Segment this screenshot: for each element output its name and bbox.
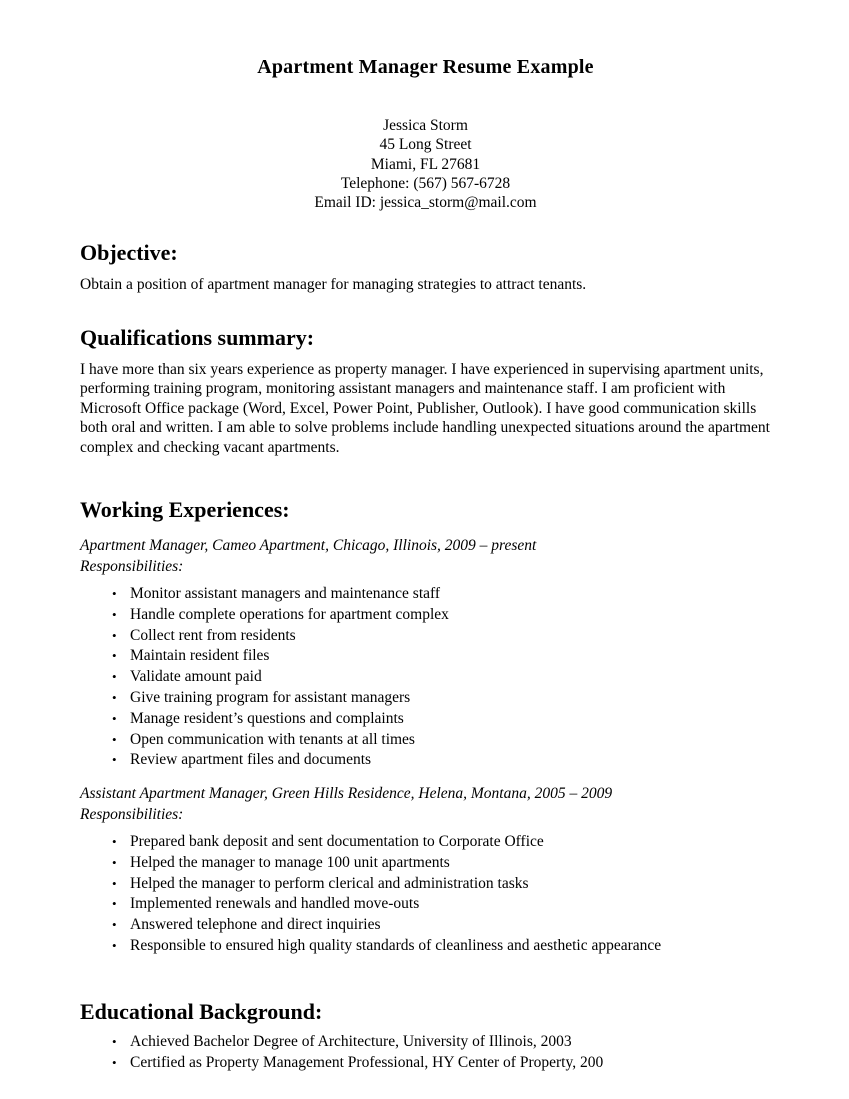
list-item: • Manage resident’s questions and complaints	[112, 709, 771, 730]
list-item: • Open communication with tenants at all times	[112, 730, 771, 751]
contact-telephone: Telephone: (567) 567-6728	[340, 174, 511, 192]
list-item: • Responsible to ensured high quality standards of cleanliness and aesthetic appearance	[112, 936, 771, 957]
job-title-line: Assistant Apartment Manager, Green Hills Residence, Helena, Montana, 2005 – 2009	[80, 785, 613, 803]
list-item: • Review apartment files and documents	[112, 750, 771, 771]
list-item: • Give training program for assistant managers	[112, 688, 771, 709]
list-item: • Collect rent from residents	[112, 626, 771, 647]
job-title-line: Apartment Manager, Cameo Apartment, Chicago, Illinois, 2009 – present	[80, 536, 537, 554]
list-item: • Handle complete operations for apartment complex	[112, 605, 771, 626]
list-item: • Answered telephone and direct inquiries	[112, 915, 771, 936]
qualifications-text: I have more than six years experience as property manager. I have experienced in supervising apartment units, performing training program, monitoring assistant managers and maintenance staff. I am proficient with Microsoft Office package (Word, Excel, Power Point, Publisher, Outlook). I have good communication skills both oral and written. I am able to solve problems include handling unexpected situations around the apartment complex and checking vacant apartments.	[80, 360, 770, 456]
page-title: Apartment Manager Resume Example	[257, 56, 594, 78]
job-responsibilities-label: Responsibilities:	[80, 557, 184, 575]
list-item: • Maintain resident files	[112, 646, 771, 667]
list-item: • Implemented renewals and handled move-outs	[112, 894, 771, 915]
job-2-bullet-list	[80, 832, 771, 957]
list-item: • Prepared bank deposit and sent documentation to Corporate Office	[112, 832, 771, 853]
list-item: • Monitor assistant managers and maintenance staff	[112, 584, 771, 605]
experience-heading: Working Experiences:	[80, 496, 290, 522]
list-item: • Validate amount paid	[112, 667, 771, 688]
job-1-bullet-list	[80, 584, 771, 771]
objective-text: Obtain a position of apartment manager for managing strategies to attract tenants.	[80, 276, 587, 294]
list-item: • Achieved Bachelor Degree of Architecture, University of Illinois, 2003	[112, 1032, 771, 1053]
contact-city: Miami, FL 27681	[370, 155, 481, 173]
education-bullet-list	[80, 1032, 771, 1074]
job-responsibilities-label: Responsibilities:	[80, 806, 184, 824]
list-item: • Certified as Property Management Professional, HY Center of Property, 200	[112, 1053, 771, 1074]
objective-heading: Objective:	[80, 240, 178, 266]
education-heading: Educational Background:	[80, 998, 323, 1024]
contact-name: Jessica Storm	[383, 117, 468, 134]
contact-email: Email ID: jessica_storm@mail.com	[314, 194, 537, 212]
list-item: • Helped the manager to manage 100 unit apartments	[112, 853, 771, 874]
qualifications-heading: Qualifications summary:	[80, 324, 315, 350]
contact-street: 45 Long Street	[379, 136, 472, 154]
contact-block	[80, 116, 771, 212]
list-item: • Helped the manager to perform clerical and administration tasks	[112, 874, 771, 895]
